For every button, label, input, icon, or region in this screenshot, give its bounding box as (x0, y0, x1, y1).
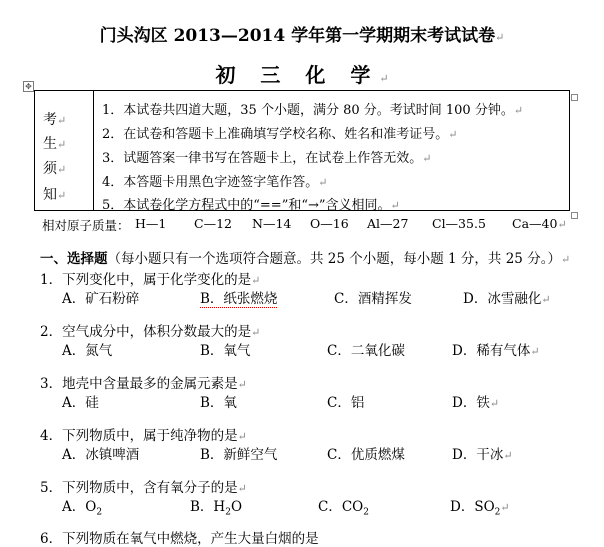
notes-rule: 1．本试卷共四道大题，35 个小题，满分 80 分。考试时间 100 分钟。↵ (102, 103, 524, 118)
question-stem: 3．地壳中含量最多的金属元素是↵ (40, 376, 247, 392)
question-stem: 6．下列物质在氧气中燃烧，产生大量白烟的是 (40, 531, 319, 547)
atomic-mass-item: C—12 (194, 216, 232, 231)
atomic-mass-item: H—1 (135, 216, 167, 231)
option-d: D．干冰↵ (452, 447, 513, 463)
option-a: A．冰镇啤酒 (62, 447, 140, 463)
table-resize-handle[interactable] (571, 212, 578, 219)
atomic-mass-item: Cl—35.5 (432, 216, 486, 231)
notes-rule: 4．本答题卡用黑色字迹签字笔作答。↵ (102, 175, 328, 190)
option-b: B．$H_2O$ (190, 499, 243, 518)
atomic-mass-item: Al—27 (367, 216, 409, 231)
question-stem: 1．下列变化中，属于化学变化的是↵ (40, 272, 261, 288)
table-move-handle-icon[interactable]: ✥ (23, 81, 34, 92)
option-c: C．优质燃煤 (327, 447, 405, 463)
notes-label-char: 须↵ (43, 161, 67, 177)
option-d: D．$SO_2↵$ (450, 499, 510, 518)
atomic-mass-label: 相对原子质量： (42, 218, 130, 233)
notes-rule: 2．在试卷和答题卡上准确填写学校名称、姓名和准考证号。↵ (102, 127, 458, 142)
question-stem: 2．空气成分中，体积分数最大的是↵ (40, 324, 261, 340)
table-end-marker (571, 94, 578, 101)
option-a: A．氮气 (62, 343, 113, 359)
option-b: B．氧气 (200, 343, 251, 359)
option-a: A．硅 (62, 395, 99, 411)
notes-label-char: 知↵ (43, 187, 67, 203)
option-c: C．铝 (327, 395, 365, 411)
option-d: D．铁↵ (452, 395, 500, 411)
atomic-mass-item: N—14 (252, 216, 292, 231)
option-c: C．酒精挥发 (334, 291, 412, 307)
exam-notes-table (34, 90, 570, 211)
question-stem: 4．下列物质中，属于纯净物的是↵ (40, 428, 247, 444)
notes-label-char: 生↵ (43, 136, 67, 152)
option-a: A．矿石粉碎 (62, 291, 140, 307)
notes-rule: 3．试题答案一律书写在答题卡上，在试卷上作答无效。↵ (102, 151, 432, 166)
option-b: B．氧 (200, 395, 237, 411)
atomic-mass-item: O—16 (310, 216, 349, 231)
option-d: D．冰雪融化↵ (463, 291, 551, 307)
section-heading: 一、选择题（每小题只有一个选项符合题意。共 25 个小题，每小题 1 分，共 25 分。）↵ (40, 251, 571, 267)
option-d: D．稀有气体↵ (452, 343, 540, 359)
notes-rule: 5．本试卷化学方程式中的“==”和“→”含义相同。↵ (102, 198, 400, 213)
notes-label-char: 考↵ (43, 112, 67, 128)
option-c: C．二氧化碳 (327, 343, 405, 359)
option-c: C．$CO_2$ (318, 499, 369, 518)
subject-title: 初 三 化 学↵ (215, 63, 389, 87)
exam-title: 门头沟区 2013—2014 学年第一学期期末考试试卷↵ (99, 26, 505, 46)
atomic-mass-item: Ca—40↵ (512, 216, 567, 231)
option-a: A．$O_2$ (62, 499, 103, 518)
option-b: B．纸张燃烧 (200, 291, 278, 307)
question-stem: 5．下列物质中，含有氧分子的是↵ (40, 480, 247, 496)
option-b: B．新鲜空气 (200, 447, 278, 463)
